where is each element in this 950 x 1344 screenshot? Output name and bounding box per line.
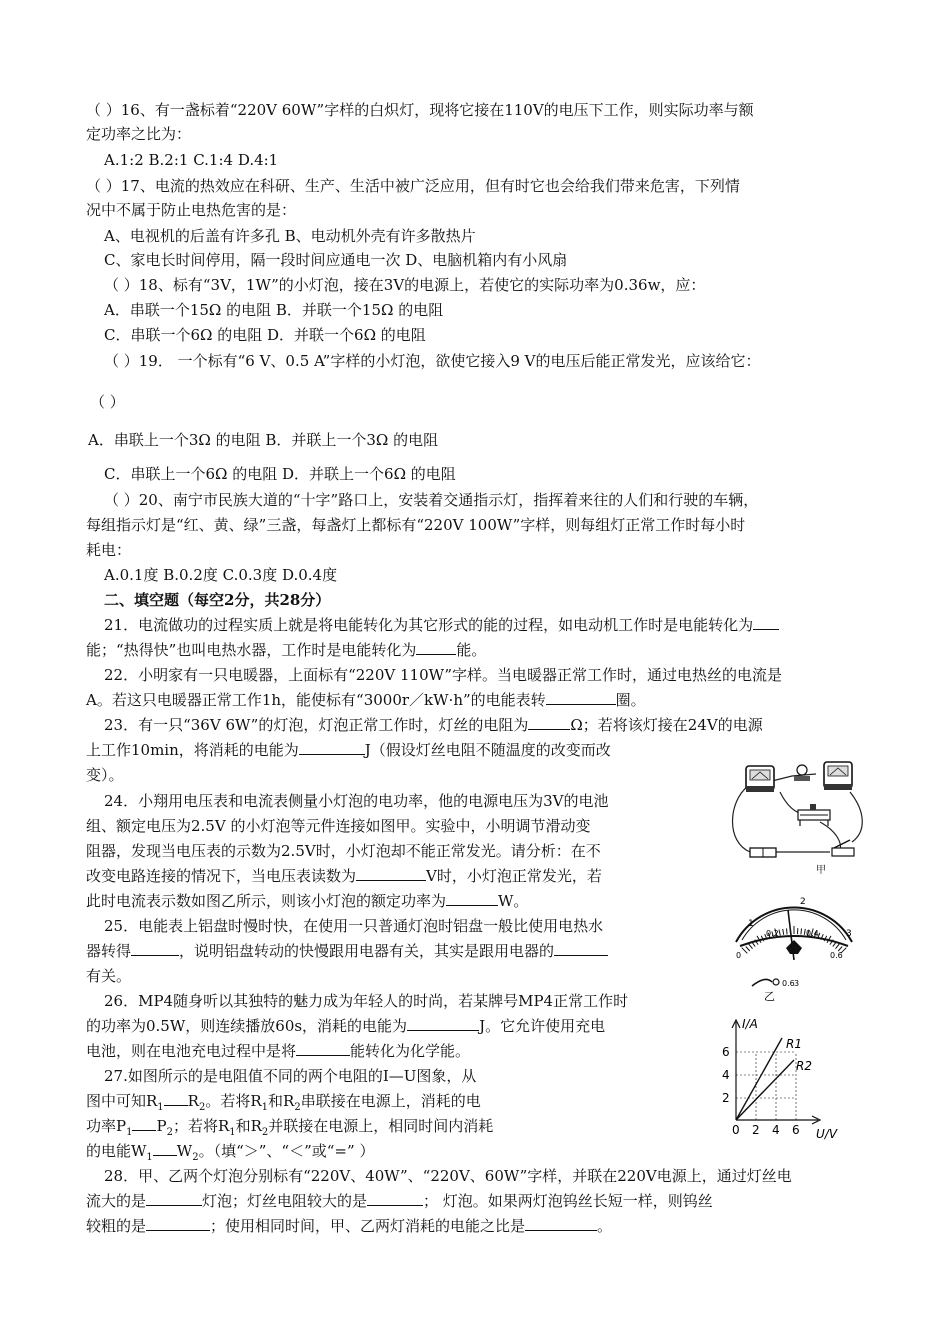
q23-line3: 变）。 [86,766,124,784]
ammeter-icon [824,762,852,790]
q20-line1: （ ）20、南宁市民族大道的“十字”路口上，安装着交通指示灯，指挥着来往的人们和行驶的车辆， [104,491,759,509]
q28-t5: ；使用相同时间，甲、乙两灯消耗的电能之比是 [210,1217,526,1235]
circuit-figure-jia [720,752,870,878]
q25-line1: 25．电能表上铝盘时慢时快，在使用一只普通灯泡时铝盘一般比使用电热水 [104,917,604,935]
q22-line2 [86,690,864,710]
q22-line1: 22．小明家有一只电暖器，上面标有“220V 110W”字样。当电暖器正常工作时，通过电热丝的电流是 [104,666,782,684]
q28-t1: 流大的是 [86,1192,147,1210]
q18-options-ab: A．串联一个15Ω 的电阻 B．并联一个15Ω 的电阻 [104,301,444,319]
tick-label-1: 1 [748,919,754,929]
q27-t13: 。（填“＞”、“＜”或“=” ） [198,1142,375,1160]
q22-text2: A。若这只电暖器正常工作1h，能使标有“3000r／kW·h”的电能表转 [86,691,546,709]
q28-t3: ； 灯泡。如果两灯泡钨丝长短一样，则钨丝 [423,1192,713,1210]
q21-text3: 能。 [456,641,487,659]
q26-text2: 的功率为0.5W，则连续播放60s，消耗的电能为 [86,1017,408,1035]
q20-options: A.0.1度 B.0.2度 C.0.3度 D.0.4度 [104,566,338,584]
x-tick-0: 0 [732,1123,740,1137]
iu-graph [714,1008,864,1142]
figure-label-yi: 乙 [764,990,775,1002]
q26-line2 [86,1016,724,1036]
q27-s9: 1 [146,1152,153,1163]
q24-line2: 组、额定电压为2.5V 的小灯泡等元件连接如图甲。实验中，小明调节滑动变 [86,817,591,835]
q23-blank-1[interactable] [528,715,570,730]
y-tick-2: 2 [722,1091,730,1105]
q27-t1: 图中可知R [86,1092,158,1110]
q28-blank-2[interactable] [367,1191,423,1206]
q28-blank-4[interactable] [525,1216,597,1231]
q26-line3 [86,1041,724,1061]
q27-t3: 。若将R [205,1092,262,1110]
q21-blank-1[interactable] [753,615,779,630]
tick-label-2: 2 [800,897,806,907]
x-tick-4: 4 [772,1123,780,1137]
q17-line1: （ ）17、电流的热效应在科研、生产、生活中被广泛应用，但有时它也会给我们带来危害，下列情 [86,177,740,195]
dial-tick [779,930,780,936]
voltmeter-icon [746,766,774,792]
q24-line1: 24．小翔用电压表和电流表侧量小灯泡的电功率，他的电源电压为3V的电池 [104,792,609,810]
q23-text3: 上工作10min，将消耗的电能为 [86,741,299,759]
q27-blank-1[interactable] [164,1091,188,1106]
q27-line4 [86,1141,724,1168]
q27-line1: 27.如图所示的是电阻值不同的两个电阻的I—U图象，从 [104,1067,477,1085]
q27-t7: P [156,1117,167,1135]
tick-label-3: 3 [846,929,852,939]
q26-line1: 26．MP4随身听以其独特的魅力成为年轻人的时尚，若某牌号MP4正常工作时 [104,992,629,1010]
dial-tick [787,928,788,934]
y-axis-label: I/A [742,1017,758,1031]
q25-blank-2[interactable] [554,941,608,956]
q21-line2 [86,640,864,660]
q27-t2: R [187,1092,199,1110]
dial-tick [801,928,802,934]
tick-label-04: 0.4 [806,929,819,938]
q26-blank-1[interactable] [407,1016,479,1031]
q22-text3: 圈。 [615,691,646,709]
q16-line2: 定功率之比为： [86,125,192,143]
q28-t4: 较粗的是 [86,1217,147,1235]
q25-line2 [86,941,724,961]
q24-text5: V时，小灯泡正常发光，若 [426,867,602,885]
q19-options-cd: C．串联上一个6Ω 的电阻 D．并联上一个6Ω 的电阻 [104,465,456,483]
q20-line3: 耗电： [86,541,132,559]
q23-line2 [86,740,724,760]
q17-options-ab: A、电视机的后盖有许多孔 B、电动机外壳有许多散热片 [104,227,476,245]
tick-label-0: 0 [736,951,742,960]
dial-tick [783,929,784,935]
q28-blank-1[interactable] [146,1191,202,1206]
q23-text1: 23．有一只“36V 6W”的灯泡，灯泡正常工作时，灯丝的电阻为 [104,716,529,734]
q26-text4: 电池，则在电池充电过程中是将 [86,1042,297,1060]
q21-text1: 21．电流做功的过程实质上就是将电能转化为其它形式的能的过程，如电动机工作时是电能转化为 [104,616,754,634]
q24-blank-1[interactable] [356,866,426,881]
q21-blank-2[interactable] [416,640,456,655]
q19-line2: （ ） [90,393,125,411]
q27-t9: 和R [235,1117,262,1135]
q25-blank-1[interactable] [131,941,179,956]
terminal-label-3: 3 [794,979,800,988]
q27-blank-3[interactable] [153,1141,177,1156]
q27-s5: 1 [126,1127,133,1138]
q24-line5 [86,891,724,911]
q27-s3: 1 [261,1102,269,1113]
q25-text2: 器转得 [86,942,132,960]
q27-s1: 1 [157,1102,164,1113]
q23-text2: Ω；若将该灯接在24V的电源 [570,716,763,734]
q24-text4: 改变电路连接的情况下，当电压表读数为 [86,867,357,885]
q25-line3: 有关。 [86,967,132,985]
q27-line3 [86,1116,724,1143]
q28-line3 [86,1216,864,1236]
rheostat-icon [798,804,830,826]
q19-options-ab: A．串联上一个3Ω 的电阻 B．并联上一个3Ω 的电阻 [88,431,439,449]
tick-label-06: 0.6 [830,951,843,960]
q27-blank-2[interactable] [132,1116,156,1131]
terminal-icon [773,979,779,985]
ammeter-dial [722,882,872,1002]
q17-line2: 况中不属于防止电热危害的是： [86,201,297,219]
iu-graph-figure [714,1008,864,1142]
dial-tick [746,947,750,952]
label-r2: R2 [796,1059,812,1073]
lamp-icon [794,765,810,781]
q27-t12: W [176,1142,193,1160]
x-tick-6: 6 [792,1123,800,1137]
dial-tick [836,944,840,949]
q27-s4: 2 [294,1102,301,1113]
q28-line1: 28．甲、乙两个灯泡分别标有“220V、40W”、“220V、60W”字样，并联在220V电源上，通过灯丝电 [104,1167,792,1185]
x-axis-label: U/V [816,1127,838,1141]
q27-t4: 和R [268,1092,295,1110]
q24-text7: W。 [498,892,529,910]
q27-t6: 功率P [86,1117,127,1135]
needle-pivot [786,940,802,954]
switch-icon [832,840,854,856]
q26-text5: 能转化为化学能。 [350,1042,471,1060]
q28-line2 [86,1191,864,1211]
q27-t11: 的电能W [86,1142,147,1160]
q24-line4 [86,866,724,886]
q23-line1 [104,715,864,735]
dial-tick [749,944,753,949]
q16-line1: （ ）16、有一盏标着“220V 60W”字样的白炽灯，现将它接在110V的电压下工作，则实际功率与额 [86,101,754,119]
q19-line1: （ ）19． 一个标有“6 V、0.5 A”字样的小灯泡，欲使它接入9 V的电压后能正常发光，应该给它： [104,352,761,370]
q16-options: A.1:2 B.2:1 C.1:4 D.4:1 [104,151,279,169]
q21-text2: 能；“热得快”也叫电热水器，工作时是电能转化为 [86,641,417,659]
section-fill-in-title: 二、填空题（每空2分，共28分） [104,591,331,609]
y-tick-6: 6 [722,1045,730,1059]
q24-blank-2[interactable] [446,891,498,906]
q27-t5: 串联接在电源上，消耗的电 [300,1092,481,1110]
ammeter-figure-yi [722,882,872,1002]
q22-blank-2[interactable] [546,690,616,705]
q28-t6: 。 [597,1217,613,1235]
q18-options-cd: C．串联一个6Ω 的电阻 D．并联一个6Ω 的电阻 [104,326,426,344]
y-tick-4: 4 [722,1068,730,1082]
label-r1: R1 [786,1037,802,1051]
x-tick-2: 2 [752,1123,760,1137]
q27-line2 [86,1091,724,1118]
q27-s2: 2 [198,1102,206,1113]
battery-icon [750,848,776,857]
q28-t2: 灯泡；灯丝电阻较大的是 [202,1192,368,1210]
q25-text3: ，说明铝盘转动的快慢跟用电器有关，其实是跟用电器的 [179,942,555,960]
terminal-label-06: 0.6 [782,979,795,988]
circuit-diagram [720,752,870,878]
q18-line1: （ ）18、标有“3V，1W”的小灯泡，接在3V的电源上，若使它的实际功率为0.36w，应： [104,276,706,294]
q23-text4: J（假设灯丝电阻不随温度的改变而改 [364,741,611,759]
q26-text3: J。它允许使用充电 [479,1017,606,1035]
q21-line1 [104,615,864,635]
q27-t10: 并联接在电源上，相同时间内消耗 [268,1117,494,1135]
q24-text6: 此时电流表示数如图乙所示，则该小灯泡的额定功率为 [86,892,447,910]
q20-line2: 每组指示灯是“红、黄、绿”三盏，每盏灯上都标有“220V 100W”字样，则每组灯正常工作时每小时 [86,516,746,534]
q27-s8: 2 [261,1127,269,1138]
q27-s10: 2 [192,1152,199,1163]
q27-s6: 2 [166,1127,173,1138]
dial-tick [742,948,748,954]
q17-options-cd: C、家电长时间停用，隔一段时间应通电一次 D、电脑机箱内有小风扇 [104,251,568,269]
tick-label-02: 0.2 [766,929,779,938]
q26-blank-2[interactable] [296,1041,350,1056]
q27-s7: 1 [229,1127,236,1138]
q23-blank-2[interactable] [299,740,365,755]
q27-t8: ；若将R [172,1117,230,1135]
figure-label-jia: 甲 [816,865,826,876]
q28-blank-3[interactable] [146,1216,210,1231]
q24-line3: 阻器，发现当电压表的示数为2.5V时，小灯泡却不能正常发光。请分析：在不 [86,842,601,860]
